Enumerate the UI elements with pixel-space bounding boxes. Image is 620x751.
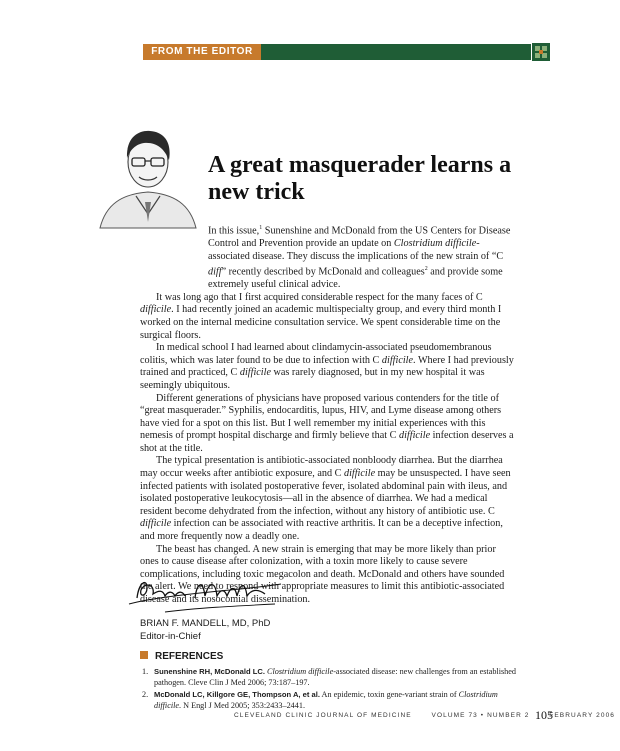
body-paragraph: The typical presentation is antibiotic-associated nonbloody diarrhea. But the diarrhea may occur weeks after antibiotic exposure, and C difficile may be unsuspected. I have seen infected patients with isolated postoperative fever, isolated abdominal pain with ileus, and isolated postoperative leukocytosis—all in the absence of diarrhea. We had a medical resident become dehydrated from the infection, without any history of antibiotic use. C difficile infection can be associated with reactive arthritis. It can be a deceptive infection, and more frequently now a deadly one. — [140, 455, 511, 543]
author-name: BRIAN F. MANDELL, MD, PhD — [140, 618, 271, 629]
body-paragraph: In medical school I had learned about clindamycin-associated pseudomembranous colitis, which was later found to be due to infection with C difficile. Where I had previously trained and practiced, C difficile was rarely diagnosed, but in my new hospital it was seemingly ubiquitous. — [140, 342, 514, 391]
footer-journal: CLEVELAND CLINIC JOURNAL OF MEDICINE — [234, 712, 412, 719]
article-body — [140, 222, 515, 607]
footer-volume: VOLUME 73 • NUMBER 2 — [431, 712, 530, 719]
byline — [140, 617, 270, 643]
section-label: FROM THE EDITOR — [143, 44, 261, 60]
article-title: A great masquerader learns a new trick — [208, 152, 512, 205]
signature-icon — [125, 568, 285, 618]
reference-list — [140, 667, 520, 713]
square-bullet-icon — [140, 651, 148, 659]
clover-logo-icon — [532, 43, 550, 61]
body-paragraph: In this issue,$^1$ Sunenshine and McDonald from the US Centers for Disease Control and Prevention provide an update on Clostridium difficile-associated disease. They discuss the implications of the new strain of “C diff” recently described by McDonald and colleagues$^2$ and provide some extremely useful clinical advice. — [208, 225, 511, 291]
page-number: 105 — [535, 708, 553, 722]
author-portrait-icon — [92, 118, 204, 230]
body-paragraph: The beast has changed. A new strain is emerging that may be more likely than prior ones to cause disease after colonization, with a toxin more likely to cause severe complications, including toxic megacolon and death. McDonald and others have sounded the alert. We need to respond with appropriate measures to limit this antibiotic-associated disease and its nosocomial dissemination. — [140, 543, 505, 605]
reference-item: 1. Sunenshine RH, McDonald LC. Clostridium difficile-associated disease: new challenges from an established pathogen. Cleve Clin J Med 2006; 73:187–197. — [142, 667, 516, 687]
body-paragraph: It was long ago that I first acquired considerable respect for the many faces of C difficile. I had recently joined an academic multispecialty group, and every third month I worked on the internal medicine consultation service. We spent considerable time on the surgical floors. — [140, 291, 502, 341]
author-role: Editor-in-Chief — [140, 631, 201, 642]
page-footer — [234, 712, 615, 719]
body-paragraph: Different generations of physicians have proposed various contenders for the title of “great masquerader.” Syphilis, endocarditis, lupus, HIV, and Lyme disease among others have vied for a spot on this list. But I well remember my initial experiences with this nemesis of prompt hospital discharge and firmly believe that C difficile infection deserves a shot at the title. — [140, 392, 514, 454]
reference-item: 2. McDonald LC, Killgore GE, Thompson A, et al. An epidemic, toxin gene-variant strain of Clostridium difficile. N Engl J Med 2005; 353:2433–2441. — [142, 690, 498, 710]
references-heading-label: REFERENCES — [155, 651, 224, 662]
references-heading — [140, 651, 223, 662]
footer-date: FEBRUARY 2006 — [549, 712, 616, 719]
